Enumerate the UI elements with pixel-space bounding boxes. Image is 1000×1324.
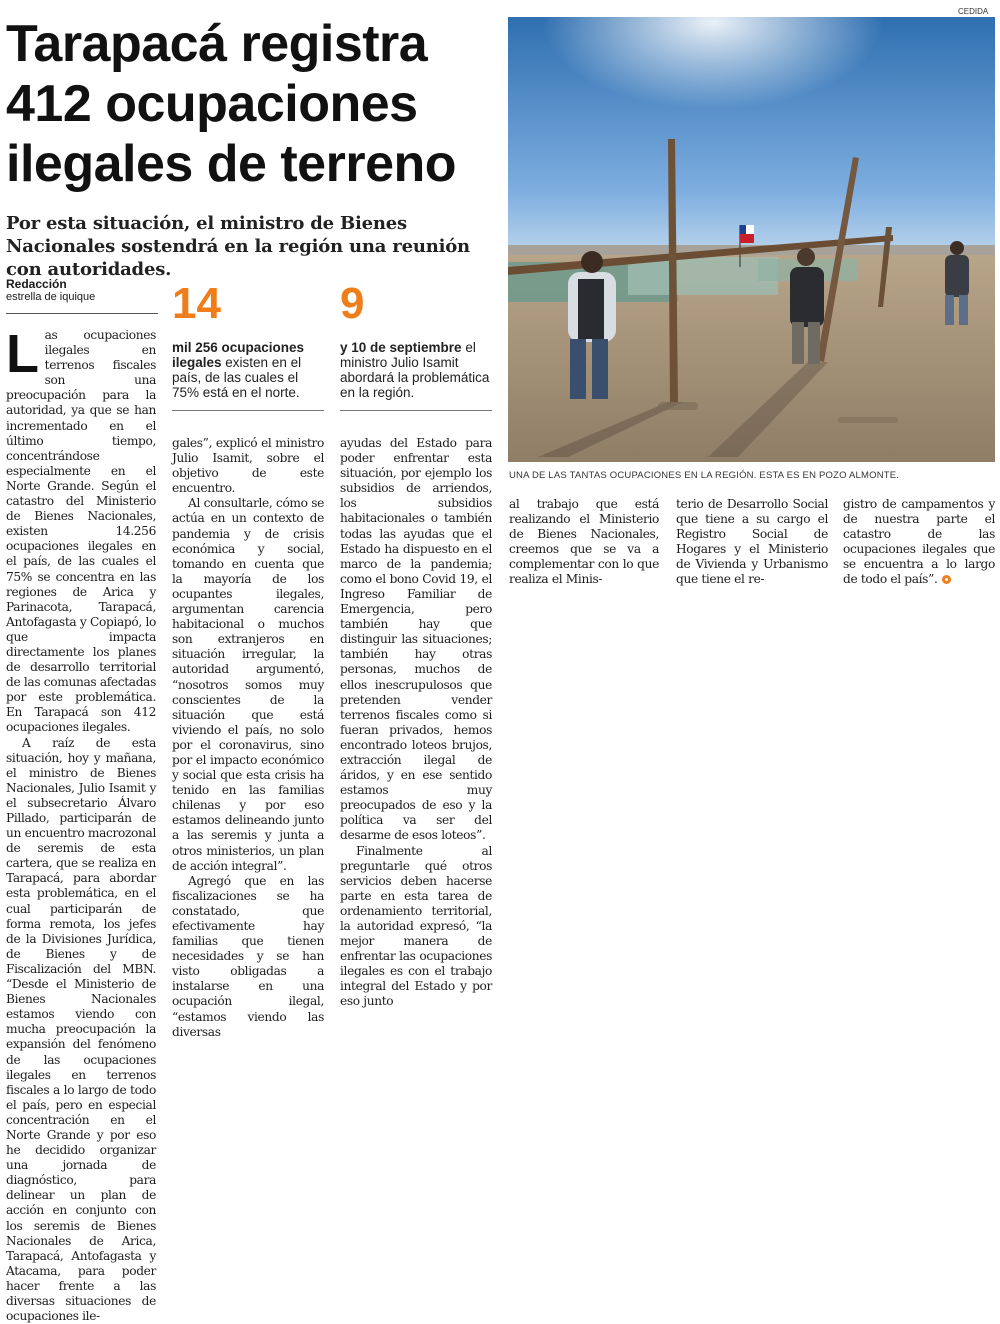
dropcap: L [6, 324, 39, 384]
author-outlet: estrella de iquique [6, 291, 96, 303]
stat-box-2 [340, 279, 492, 411]
article-column-2 [172, 436, 324, 1040]
subheadline: Por esta situación, el ministro de Bienes Nacionales sostendrá en la región una reunión con autoridades. [6, 213, 470, 280]
end-mark-icon [942, 575, 951, 584]
article-column-5 [676, 497, 828, 588]
paragraph: terio de Desarrollo Social que tiene a su cargo el Registro Social de Hogares y el Ministerio de Vivienda y Urbanismo que tiene el re- [676, 497, 828, 587]
paragraph: ayudas del Estado para poder enfrentar esta situación, por ejemplo los subsidios de arriendos, los subsidios habitacionales o también todas las ayudas que el Estado ha dispuesto en el marco de la pandemia; como el bono Covid 19, el Ingreso Familiar de Emergencia, pero también hay que distinguir las situaciones; también hay otras personas, muchos de ellos inescrupulosos que pretenden vender terrenos fiscales como si fueran privados, hemos encontrado loteos brujos, extracción ilegal de áridos, y en ese sentido estamos muy preocupados de eso y la política va ser del desarme de esos loteos”. [340, 436, 492, 843]
article-column-1 [6, 324, 156, 1324]
stat-number: 9 [340, 279, 365, 328]
paragraph [843, 497, 995, 588]
stat-text [340, 340, 492, 411]
stat-bold: y 10 de septiembre [340, 340, 462, 355]
paragraph: A raíz de esta situación, hoy y mañana, el ministro de Bienes Nacionales, Julio Isamit y el subsecretario Álvaro Pillado, participarán de un encuentro macrozonal de seremis de esta cartera, que se realiza en Tarapacá, para abordar esta problemática, en el cual participarán de forma remota, los jefes de la Divisiones Jurídica, de Bienes y de Fiscalización del MBN. “Desde el Ministerio de Bienes Nacionales estamos viendo con mucha preocupación la expansión del fenómeno de las ocupaciones ilegales en terrenos fiscales a lo largo de todo el país, pero en especial concentración en el Norte Grande y por eso he decidido organizar una jornada de diagnóstico, para delinear un plan de acción en conjunto con los seremis de Bienes Nacionales de Arica, Tarapacá, Antofagasta y Atacama, para poder hacer frente a las diversas situaciones de ocupaciones ile- [6, 735, 156, 1324]
paragraph: Al consultarle, cómo se actúa en un contexto de pandemia y de crisis económica y social, tomando en cuenta que la mayoría de los ocupantes ilegales, argumentan carencia habitacional o muchos son extranjeros en situación irregular, la autoridad argumentó, “nosotros somos muy conscientes de la situación que está viviendo el país, no solo por el coronavirus, sino por el impacto económico y social que esta crisis ha tenido en las familias chilenas y por eso estamos delineando junto a las seremis y junta a otros ministerios, un plan de acción integral”. [172, 496, 324, 873]
stat-number: 14 [172, 279, 221, 328]
stat-rest: existen en el país, de las cuales el 75% está en el norte. [172, 355, 302, 400]
paragraph: Agregó que en las fiscalizaciones se ha constatado, que efectivamente hay familias que tienen necesidades y se han visto obligadas a instalarse en una ocupación ilegal, “estamos viendo las diversas [172, 873, 324, 1039]
byline [6, 278, 158, 314]
stat-box-1 [172, 279, 324, 411]
article-column-6 [843, 497, 995, 588]
stat-rest: el ministro Julio Isamit abordará la problemática en la región. [340, 340, 490, 400]
paragraph: Finalmente al preguntarle qué otros servicios deben hacerse parte en esta tarea de ordenamiento territorial, la autoridad expresó, “la mejor manera de enfrentar las ocupaciones ilegales es con el trabajo integral del Estado y por eso junto [340, 843, 492, 1009]
photo-caption: UNA DE LAS TANTAS OCUPACIONES EN LA REGIÓN. ESTA ES EN POZO ALMONTE. [509, 470, 900, 481]
lead-text: as ocupaciones ilegales en terrenos fiscales son una preocupación para la autoridad, ya que se han incrementado en el último tiempo, concentrándose especialmente en el Norte Grande. Según el catastro del Ministerio de Bienes Nacionales, existen 14.256 ocupaciones ilegales en el país, de las cuales el 75% se concentra en las regiones de Arica y Parinacota, Tarapacá, Antofagasta y Copiapó, lo que impacta directamente los planes de desarrollo territorial de las comunas afectadas por este problemática. En Tarapacá son 412 ocupaciones ilegales. [6, 328, 156, 735]
stat-bold: mil 256 ocupaciones ilegales [172, 340, 305, 370]
photo-scene [508, 17, 995, 462]
paragraph: al trabajo que está realizando el Ministerio de Bienes Nacionales, creemos que se va a complementar con lo que realiza el Minis- [509, 497, 659, 587]
headline: Tarapacá registra 412 ocupaciones ilegales de terreno [6, 15, 457, 193]
lead-paragraph [6, 324, 156, 736]
author-name: Redacción [6, 277, 67, 291]
article-column-4 [509, 497, 659, 588]
photo-credit: CEDIDA [958, 7, 989, 16]
stat-text [172, 340, 324, 411]
news-photo [508, 17, 995, 462]
article-column-3 [340, 436, 492, 1010]
closing-text: gistro de campamentos y de nuestra parte el catastro de las ocupaciones ilegales que se encuentra a lo largo de todo el país”. [843, 497, 995, 587]
paragraph: gales”, explicó el ministro Julio Isamit, sobre el objetivo de este encuentro. [172, 436, 324, 496]
